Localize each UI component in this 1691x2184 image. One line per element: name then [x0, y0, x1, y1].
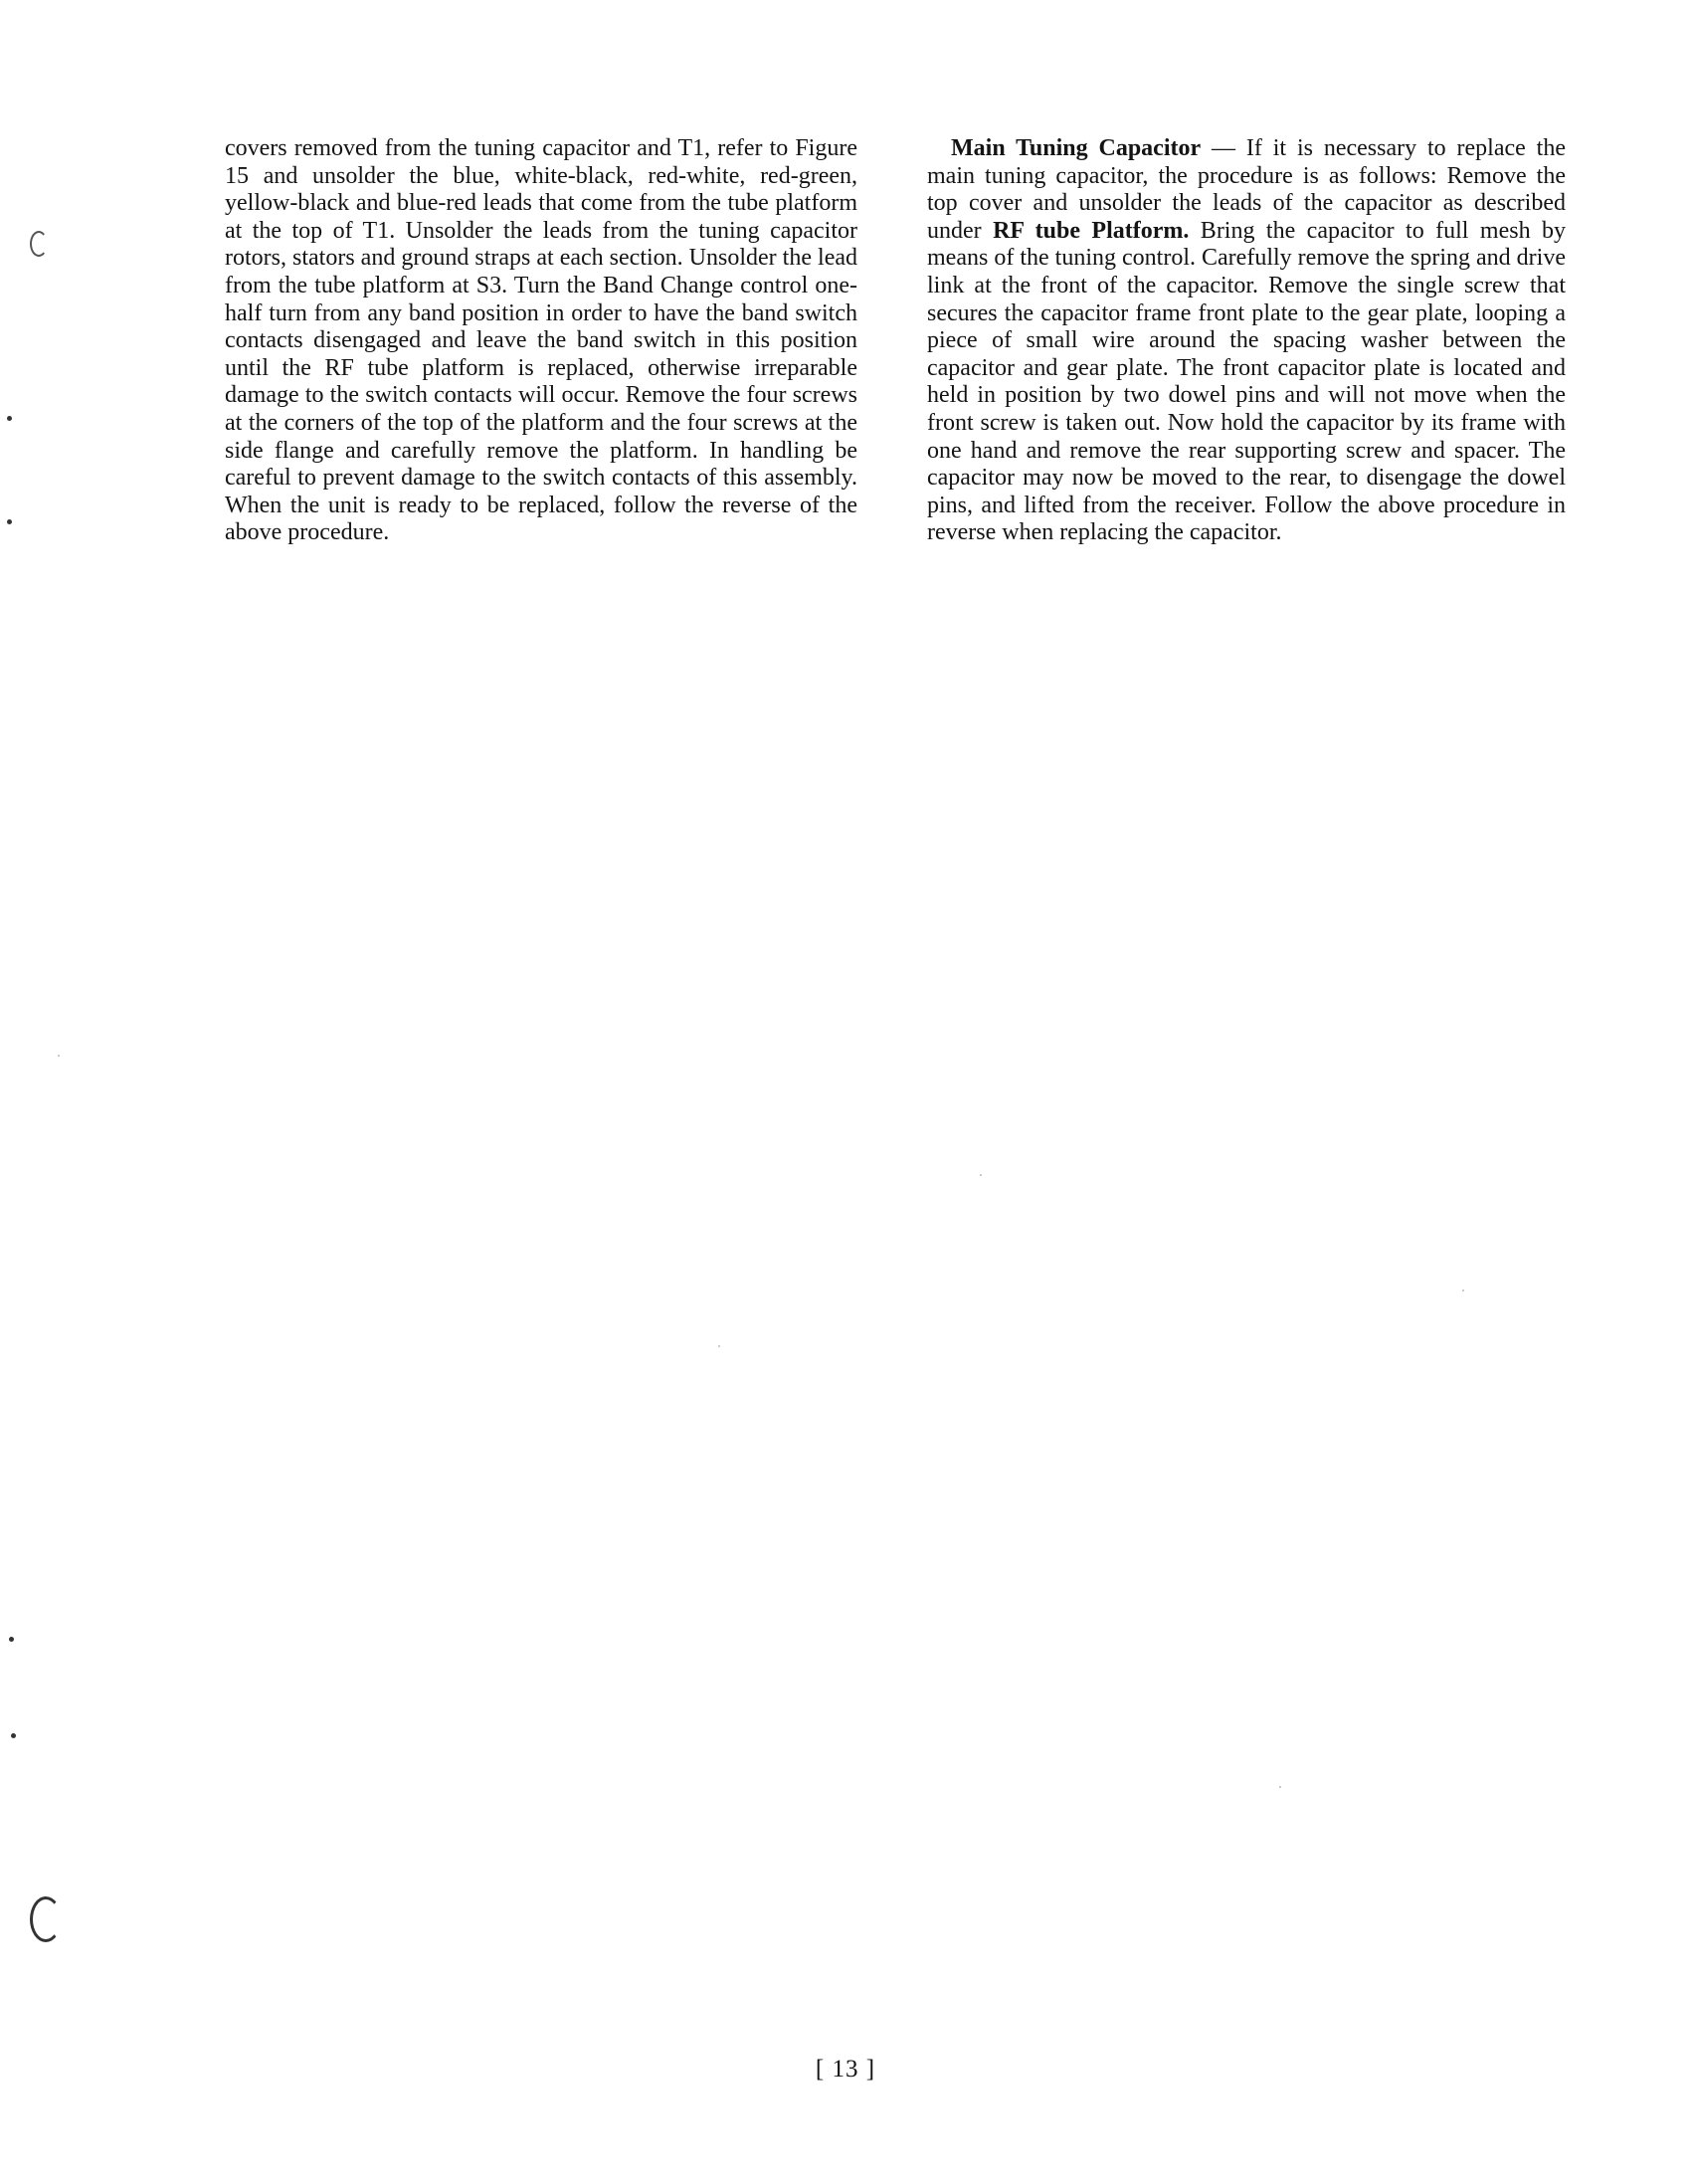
right-paragraph-text-part-1: If it is necessary to replace the main tuning capacitor, the procedure is as follows: Remove the top cover and unsolder the leads of the capacitor as described under	[927, 135, 1566, 244]
right-paragraph-text-part-2: Bring the capacitor to full mesh by means of the tuning control. Carefully remove the spring and drive link at the front of the capacitor. Remove the single screw that secures the capacitor frame front plate to the gear plate, looping a piece of small wire around the spacing washer between the capacitor and gear plate. The front capacitor plate is located and held in position by two dowel pins and will not move when the front screw is taken out. Now hold the capacitor by its frame with one hand and remove the rear supporting screw and spacer. The capacitor may now be moved to the rear, to disengage the dowel pins, and lifted from the receiver. Follow the above procedure in reverse when replacing the capacitor.	[927, 217, 1566, 546]
scan-speck	[11, 1733, 16, 1738]
right-text-column	[927, 135, 1566, 547]
scan-speck	[980, 1174, 982, 1176]
scan-speck	[7, 519, 12, 524]
scan-speck	[9, 1637, 14, 1642]
binding-hole-mark-top	[30, 231, 48, 257]
heading-dash: —	[1201, 135, 1246, 161]
scan-speck	[1462, 1290, 1464, 1291]
binding-hole-mark-bottom	[30, 1896, 62, 1942]
section-reference-rf-tube-platform: RF tube Platform.	[993, 217, 1190, 244]
right-paragraph	[927, 135, 1566, 547]
left-text-column	[225, 135, 857, 547]
page-number: [ 13 ]	[815, 2056, 876, 2083]
scan-speck	[1279, 1786, 1281, 1788]
left-paragraph: covers removed from the tuning capacitor and T1, refer to Figure 15 and unsolder the blue, white-black, red-white, red-green, yellow-black and blue-red leads that come from the tube platform at the top of T1. Unsolder the leads from the tuning capacitor rotors, stators and ground straps at each section. Unsolder the lead from the tube platform at S3. Turn the Band Change control one-half turn from any band position in order to have the band switch contacts disengaged and leave the band switch in this position until the RF tube platform is replaced, otherwise irreparable damage to the switch contacts will occur. Remove the four screws at the corners of the top of the platform and the four screws at the side flange and carefully remove the platform. In handling be careful to prevent damage to the switch contacts of this assembly. When the unit is ready to be replaced, follow the reverse of the above procedure.	[225, 135, 857, 546]
section-heading-main-tuning-capacitor: Main Tuning Capacitor	[951, 135, 1202, 161]
scan-speck	[718, 1345, 720, 1347]
scan-speck	[58, 1055, 60, 1057]
scan-speck	[7, 416, 12, 421]
